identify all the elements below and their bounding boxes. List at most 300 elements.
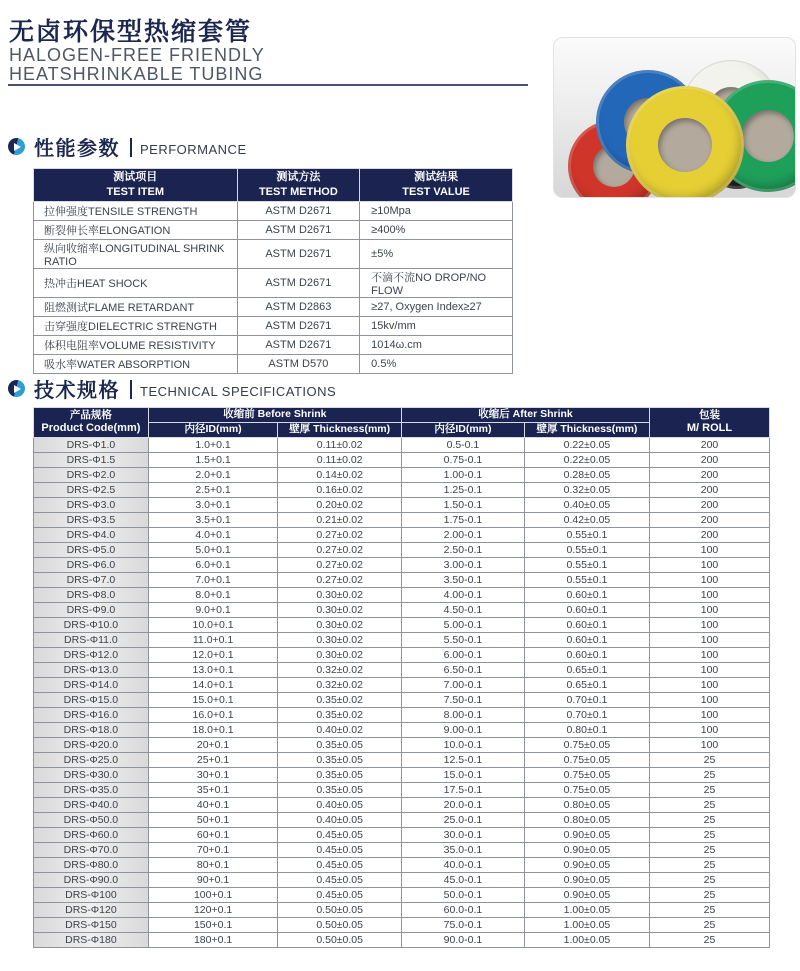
table-row <box>34 873 770 888</box>
arrow-circle-icon <box>8 138 25 155</box>
product-code-cell: DRS-Φ2.0 <box>34 468 149 483</box>
thickness-after-cell: 0.22±0.05 <box>524 453 649 468</box>
id-after-cell: 60.0-0.1 <box>401 903 524 918</box>
thickness-after-cell: 0.28±0.05 <box>524 468 649 483</box>
thickness-before-cell: 0.16±0.02 <box>278 483 402 498</box>
table-row <box>34 708 770 723</box>
id-after-cell: 10.0-0.1 <box>401 738 524 753</box>
id-before-cell: 10.0+0.1 <box>148 618 278 633</box>
product-code-cell: DRS-Φ30.0 <box>34 768 149 783</box>
thickness-after-cell: 0.60±0.1 <box>524 618 649 633</box>
thickness-after-cell: 0.55±0.1 <box>524 528 649 543</box>
page-subtitle-line1: HALOGEN-FREE FRIENDLY <box>9 45 265 65</box>
id-before-cell: 18.0+0.1 <box>148 723 278 738</box>
thickness-after-cell: 0.60±0.1 <box>524 603 649 618</box>
thickness-before-cell: 0.11±0.02 <box>278 438 402 453</box>
id-before-cell: 90+0.1 <box>148 873 278 888</box>
test-method-cell: ASTM D2671 <box>237 240 360 269</box>
id-after-cell: 3.00-0.1 <box>401 558 524 573</box>
test-item-cell: 阻燃测试FLAME RETARDANT <box>34 298 238 317</box>
thickness-before-cell: 0.27±0.02 <box>278 558 402 573</box>
table-row <box>34 498 770 513</box>
thickness-after-cell: 0.80±0.05 <box>524 813 649 828</box>
roll-cell: 100 <box>650 708 770 723</box>
table-row <box>34 678 770 693</box>
id-after-cell: 5.50-0.1 <box>401 633 524 648</box>
test-value-cell: ±5% <box>360 240 513 269</box>
thickness-before-cell: 0.32±0.02 <box>278 663 402 678</box>
roll-cell: 100 <box>650 678 770 693</box>
test-item-cell: 拉伸强度TENSILE STRENGTH <box>34 202 238 221</box>
thickness-after-cell: 0.75±0.05 <box>524 768 649 783</box>
thickness-after-cell: 0.90±0.05 <box>524 858 649 873</box>
test-item-cell: 热冲击HEAT SHOCK <box>34 269 238 298</box>
table-row <box>34 618 770 633</box>
thickness-before-cell: 0.30±0.02 <box>278 633 402 648</box>
id-after-cell: 30.0-0.1 <box>401 828 524 843</box>
product-code-cell: DRS-Φ100 <box>34 888 149 903</box>
id-before-cell: 2.5+0.1 <box>148 483 278 498</box>
roll-cell: 100 <box>650 633 770 648</box>
table-row <box>34 738 770 753</box>
id-after-cell: 9.00-0.1 <box>401 723 524 738</box>
roll-core <box>742 110 794 162</box>
thickness-after-cell: 1.00±0.05 <box>524 933 649 948</box>
spec-col-id-before: 内径ID(mm) <box>148 423 278 438</box>
id-after-cell: 2.50-0.1 <box>401 543 524 558</box>
roll-cell: 25 <box>650 918 770 933</box>
product-code-cell: DRS-Φ7.0 <box>34 573 149 588</box>
id-before-cell: 40+0.1 <box>148 798 278 813</box>
performance-table-head <box>34 169 513 202</box>
thickness-after-cell: 0.65±0.1 <box>524 678 649 693</box>
roll-cell: 100 <box>650 738 770 753</box>
roll-cell: 25 <box>650 858 770 873</box>
table-row <box>34 933 770 948</box>
id-after-cell: 20.0-0.1 <box>401 798 524 813</box>
thickness-before-cell: 0.35±0.05 <box>278 768 402 783</box>
thickness-before-cell: 0.27±0.02 <box>278 543 402 558</box>
performance-table <box>33 168 513 374</box>
roll-cell: 25 <box>650 888 770 903</box>
table-row <box>34 355 513 374</box>
id-before-cell: 9.0+0.1 <box>148 603 278 618</box>
roll-cell: 100 <box>650 543 770 558</box>
id-before-cell: 180+0.1 <box>148 933 278 948</box>
thickness-before-cell: 0.32±0.02 <box>278 678 402 693</box>
thickness-after-cell: 1.00±0.05 <box>524 918 649 933</box>
product-code-cell: DRS-Φ14.0 <box>34 678 149 693</box>
thickness-before-cell: 0.27±0.02 <box>278 528 402 543</box>
thickness-before-cell: 0.27±0.02 <box>278 573 402 588</box>
specs-section-header <box>8 374 336 403</box>
id-after-cell: 75.0-0.1 <box>401 918 524 933</box>
product-code-cell: DRS-Φ120 <box>34 903 149 918</box>
thickness-before-cell: 0.35±0.05 <box>278 738 402 753</box>
id-after-cell: 1.25-0.1 <box>401 483 524 498</box>
table-row <box>34 202 513 221</box>
thickness-before-cell: 0.45±0.05 <box>278 828 402 843</box>
roll-cell: 200 <box>650 528 770 543</box>
table-row <box>34 888 770 903</box>
roll-cell: 200 <box>650 483 770 498</box>
test-method-cell: ASTM D570 <box>237 355 360 374</box>
thickness-before-cell: 0.11±0.02 <box>278 453 402 468</box>
thickness-after-cell: 0.60±0.1 <box>524 633 649 648</box>
thickness-after-cell: 0.75±0.05 <box>524 753 649 768</box>
thickness-after-cell: 0.75±0.05 <box>524 738 649 753</box>
roll-cell: 200 <box>650 498 770 513</box>
thickness-before-cell: 0.40±0.05 <box>278 813 402 828</box>
thickness-before-cell: 0.30±0.02 <box>278 648 402 663</box>
table-row <box>34 317 513 336</box>
thickness-before-cell: 0.35±0.05 <box>278 753 402 768</box>
test-value-cell: ≥400% <box>360 221 513 240</box>
id-before-cell: 6.0+0.1 <box>148 558 278 573</box>
id-after-cell: 15.0-0.1 <box>401 768 524 783</box>
id-after-cell: 1.75-0.1 <box>401 513 524 528</box>
spec-group-after-shrink: 收缩后 After Shrink <box>401 408 649 423</box>
id-before-cell: 1.5+0.1 <box>148 453 278 468</box>
thickness-after-cell: 0.90±0.05 <box>524 828 649 843</box>
table-row <box>34 633 770 648</box>
test-method-cell: ASTM D2671 <box>237 202 360 221</box>
id-before-cell: 50+0.1 <box>148 813 278 828</box>
id-before-cell: 80+0.1 <box>148 858 278 873</box>
roll-cell: 100 <box>650 723 770 738</box>
thickness-before-cell: 0.20±0.02 <box>278 498 402 513</box>
table-row <box>34 483 770 498</box>
table-row <box>34 903 770 918</box>
id-after-cell: 6.00-0.1 <box>401 648 524 663</box>
thickness-before-cell: 0.50±0.05 <box>278 903 402 918</box>
thickness-before-cell: 0.35±0.02 <box>278 693 402 708</box>
id-before-cell: 70+0.1 <box>148 843 278 858</box>
thickness-before-cell: 0.40±0.02 <box>278 723 402 738</box>
thickness-before-cell: 0.45±0.05 <box>278 858 402 873</box>
test-item-cell: 断裂伸长率ELONGATION <box>34 221 238 240</box>
test-method-cell: ASTM D2863 <box>237 298 360 317</box>
thickness-after-cell: 0.22±0.05 <box>524 438 649 453</box>
table-row <box>34 723 770 738</box>
id-before-cell: 20+0.1 <box>148 738 278 753</box>
thickness-after-cell: 0.80±0.1 <box>524 723 649 738</box>
table-row <box>34 798 770 813</box>
roll-cell: 100 <box>650 648 770 663</box>
product-code-cell: DRS-Φ35.0 <box>34 783 149 798</box>
product-code-cell: DRS-Φ12.0 <box>34 648 149 663</box>
thickness-after-cell: 0.70±0.1 <box>524 708 649 723</box>
id-before-cell: 25+0.1 <box>148 753 278 768</box>
id-before-cell: 4.0+0.1 <box>148 528 278 543</box>
thickness-before-cell: 0.50±0.05 <box>278 918 402 933</box>
id-after-cell: 17.5-0.1 <box>401 783 524 798</box>
roll-cell: 25 <box>650 813 770 828</box>
roll-cell: 25 <box>650 933 770 948</box>
test-item-cell: 纵向收缩率LONGITUDINAL SHRINK RATIO <box>34 240 238 269</box>
test-item-cell: 击穿强度DIELECTRIC STRENGTH <box>34 317 238 336</box>
table-row <box>34 813 770 828</box>
title-divider <box>8 84 528 86</box>
id-before-cell: 13.0+0.1 <box>148 663 278 678</box>
performance-table-body <box>34 202 513 374</box>
perf-col-test-value: 测试结果 TEST VALUE <box>360 169 513 202</box>
thickness-before-cell: 0.45±0.05 <box>278 843 402 858</box>
spec-group-before-shrink: 收缩前 Before Shrink <box>148 408 401 423</box>
test-value-cell: ≥27, Oxygen Index≥27 <box>360 298 513 317</box>
thickness-after-cell: 1.00±0.05 <box>524 903 649 918</box>
table-row <box>34 783 770 798</box>
table-row <box>34 858 770 873</box>
product-code-cell: DRS-Φ5.0 <box>34 543 149 558</box>
id-after-cell: 35.0-0.1 <box>401 843 524 858</box>
product-code-cell: DRS-Φ50.0 <box>34 813 149 828</box>
specs-table-head <box>34 408 770 438</box>
table-row <box>34 588 770 603</box>
thickness-before-cell: 0.35±0.02 <box>278 708 402 723</box>
roll-cell: 200 <box>650 438 770 453</box>
product-code-cell: DRS-Φ25.0 <box>34 753 149 768</box>
table-row <box>34 558 770 573</box>
product-code-cell: DRS-Φ18.0 <box>34 723 149 738</box>
product-photo <box>553 37 796 198</box>
thickness-before-cell: 0.30±0.02 <box>278 618 402 633</box>
product-code-cell: DRS-Φ180 <box>34 933 149 948</box>
id-before-cell: 8.0+0.1 <box>148 588 278 603</box>
test-value-cell: 0.5% <box>360 355 513 374</box>
title-separator <box>130 380 132 399</box>
thickness-after-cell: 0.42±0.05 <box>524 513 649 528</box>
roll-cell: 100 <box>650 663 770 678</box>
id-after-cell: 6.50-0.1 <box>401 663 524 678</box>
id-after-cell: 90.0-0.1 <box>401 933 524 948</box>
thickness-after-cell: 0.55±0.1 <box>524 558 649 573</box>
product-code-cell: DRS-Φ8.0 <box>34 588 149 603</box>
thickness-before-cell: 0.45±0.05 <box>278 888 402 903</box>
id-after-cell: 8.00-0.1 <box>401 708 524 723</box>
thickness-after-cell: 0.90±0.05 <box>524 843 649 858</box>
id-before-cell: 2.0+0.1 <box>148 468 278 483</box>
product-code-cell: DRS-Φ40.0 <box>34 798 149 813</box>
thickness-after-cell: 0.65±0.1 <box>524 663 649 678</box>
table-row <box>34 603 770 618</box>
id-before-cell: 150+0.1 <box>148 918 278 933</box>
thickness-before-cell: 0.45±0.05 <box>278 873 402 888</box>
id-after-cell: 5.00-0.1 <box>401 618 524 633</box>
spec-col-product-code: 产品规格 Product Code(mm) <box>34 408 149 438</box>
thickness-after-cell: 0.60±0.1 <box>524 588 649 603</box>
product-code-cell: DRS-Φ80.0 <box>34 858 149 873</box>
id-before-cell: 120+0.1 <box>148 903 278 918</box>
thickness-before-cell: 0.35±0.05 <box>278 783 402 798</box>
product-code-cell: DRS-Φ150 <box>34 918 149 933</box>
table-row <box>34 828 770 843</box>
thickness-before-cell: 0.21±0.02 <box>278 513 402 528</box>
id-before-cell: 3.0+0.1 <box>148 498 278 513</box>
id-after-cell: 7.00-0.1 <box>401 678 524 693</box>
product-code-cell: DRS-Φ10.0 <box>34 618 149 633</box>
table-row <box>34 221 513 240</box>
test-value-cell: 不滴不流NO DROP/NO FLOW <box>360 269 513 298</box>
table-row <box>34 663 770 678</box>
id-after-cell: 12.5-0.1 <box>401 753 524 768</box>
table-row <box>34 648 770 663</box>
id-after-cell: 1.50-0.1 <box>401 498 524 513</box>
roll-cell: 25 <box>650 783 770 798</box>
product-code-cell: DRS-Φ3.0 <box>34 498 149 513</box>
table-row <box>34 240 513 269</box>
specs-title-en: TECHNICAL SPECIFICATIONS <box>140 383 337 399</box>
thickness-after-cell: 0.55±0.1 <box>524 543 649 558</box>
spec-col-id-after: 内径ID(mm) <box>401 423 524 438</box>
tubing-roll-yellow <box>626 86 744 198</box>
id-after-cell: 1.00-0.1 <box>401 468 524 483</box>
id-before-cell: 100+0.1 <box>148 888 278 903</box>
test-value-cell: 15kv/mm <box>360 317 513 336</box>
product-code-cell: DRS-Φ1.0 <box>34 438 149 453</box>
product-code-cell: DRS-Φ6.0 <box>34 558 149 573</box>
table-row <box>34 468 770 483</box>
performance-section-header <box>8 132 247 161</box>
product-code-cell: DRS-Φ60.0 <box>34 828 149 843</box>
table-row <box>34 843 770 858</box>
thickness-after-cell: 0.60±0.1 <box>524 648 649 663</box>
thickness-before-cell: 0.30±0.02 <box>278 588 402 603</box>
product-code-cell: DRS-Φ15.0 <box>34 693 149 708</box>
product-code-cell: DRS-Φ90.0 <box>34 873 149 888</box>
roll-cell: 25 <box>650 768 770 783</box>
roll-cell: 25 <box>650 753 770 768</box>
table-row <box>34 438 770 453</box>
roll-cell: 100 <box>650 693 770 708</box>
roll-cell: 200 <box>650 513 770 528</box>
thickness-after-cell: 0.75±0.05 <box>524 783 649 798</box>
roll-cell: 100 <box>650 603 770 618</box>
thickness-after-cell: 0.70±0.1 <box>524 693 649 708</box>
test-method-cell: ASTM D2671 <box>237 317 360 336</box>
product-code-cell: DRS-Φ9.0 <box>34 603 149 618</box>
performance-title-zh: 性能参数 <box>34 138 120 160</box>
test-value-cell: 1014ω.cm <box>360 336 513 355</box>
roll-cell: 25 <box>650 843 770 858</box>
thickness-before-cell: 0.50±0.05 <box>278 933 402 948</box>
id-before-cell: 3.5+0.1 <box>148 513 278 528</box>
id-before-cell: 16.0+0.1 <box>148 708 278 723</box>
table-row <box>34 768 770 783</box>
arrow-circle-icon <box>8 380 25 397</box>
table-row <box>34 336 513 355</box>
id-after-cell: 7.50-0.1 <box>401 693 524 708</box>
id-before-cell: 35+0.1 <box>148 783 278 798</box>
page-subtitle-line2: HEATSHRINKABLE TUBING <box>9 64 264 84</box>
perf-col-test-method: 测试方法 TEST METHOD <box>237 169 360 202</box>
specs-table-body <box>34 438 770 948</box>
id-after-cell: 25.0-0.1 <box>401 813 524 828</box>
table-row <box>34 693 770 708</box>
test-value-cell: ≥10Mpa <box>360 202 513 221</box>
id-before-cell: 5.0+0.1 <box>148 543 278 558</box>
product-code-cell: DRS-Φ16.0 <box>34 708 149 723</box>
id-after-cell: 4.50-0.1 <box>401 603 524 618</box>
roll-cell: 25 <box>650 903 770 918</box>
roll-cell: 100 <box>650 573 770 588</box>
id-after-cell: 45.0-0.1 <box>401 873 524 888</box>
test-method-cell: ASTM D2671 <box>237 269 360 298</box>
table-row <box>34 453 770 468</box>
id-after-cell: 50.0-0.1 <box>401 888 524 903</box>
table-row <box>34 918 770 933</box>
spec-col-thickness-after: 壁厚 Thickness(mm) <box>524 423 649 438</box>
table-row <box>34 573 770 588</box>
id-before-cell: 14.0+0.1 <box>148 678 278 693</box>
table-row <box>34 269 513 298</box>
spec-col-thickness-before: 壁厚 Thickness(mm) <box>278 423 402 438</box>
id-after-cell: 40.0-0.1 <box>401 858 524 873</box>
id-before-cell: 12.0+0.1 <box>148 648 278 663</box>
table-row <box>34 753 770 768</box>
roll-core <box>658 118 712 172</box>
id-after-cell: 0.75-0.1 <box>401 453 524 468</box>
test-item-cell: 吸水率WATER ABSORPTION <box>34 355 238 374</box>
thickness-after-cell: 0.90±0.05 <box>524 888 649 903</box>
table-row <box>34 298 513 317</box>
id-before-cell: 60+0.1 <box>148 828 278 843</box>
test-item-cell: 体积电阻率VOLUME RESISTIVITY <box>34 336 238 355</box>
thickness-after-cell: 0.80±0.05 <box>524 798 649 813</box>
roll-cell: 25 <box>650 873 770 888</box>
roll-cell: 25 <box>650 828 770 843</box>
roll-cell: 100 <box>650 588 770 603</box>
page-title: 无卤环保型热缩套管 <box>9 18 253 46</box>
table-row <box>34 513 770 528</box>
id-before-cell: 30+0.1 <box>148 768 278 783</box>
product-code-cell: DRS-Φ70.0 <box>34 843 149 858</box>
thickness-after-cell: 0.40±0.05 <box>524 498 649 513</box>
id-before-cell: 15.0+0.1 <box>148 693 278 708</box>
test-method-cell: ASTM D2671 <box>237 336 360 355</box>
test-method-cell: ASTM D2671 <box>237 221 360 240</box>
product-code-cell: DRS-Φ11.0 <box>34 633 149 648</box>
thickness-after-cell: 0.55±0.1 <box>524 573 649 588</box>
thickness-before-cell: 0.30±0.02 <box>278 603 402 618</box>
roll-cell: 25 <box>650 798 770 813</box>
product-code-cell: DRS-Φ3.5 <box>34 513 149 528</box>
roll-cell: 200 <box>650 468 770 483</box>
roll-cell: 100 <box>650 618 770 633</box>
id-after-cell: 4.00-0.1 <box>401 588 524 603</box>
specs-table <box>33 407 770 948</box>
roll-cell: 200 <box>650 453 770 468</box>
product-code-cell: DRS-Φ1.5 <box>34 453 149 468</box>
roll-cell: 100 <box>650 558 770 573</box>
product-code-cell: DRS-Φ4.0 <box>34 528 149 543</box>
spec-col-roll: 包装 M/ ROLL <box>650 408 770 438</box>
table-row <box>34 543 770 558</box>
product-code-cell: DRS-Φ13.0 <box>34 663 149 678</box>
product-code-cell: DRS-Φ2.5 <box>34 483 149 498</box>
thickness-before-cell: 0.14±0.02 <box>278 468 402 483</box>
id-before-cell: 7.0+0.1 <box>148 573 278 588</box>
perf-col-test-item: 测试项目 TEST ITEM <box>34 169 238 202</box>
id-before-cell: 1.0+0.1 <box>148 438 278 453</box>
id-before-cell: 11.0+0.1 <box>148 633 278 648</box>
thickness-before-cell: 0.40±0.05 <box>278 798 402 813</box>
id-after-cell: 0.5-0.1 <box>401 438 524 453</box>
page-subtitle <box>9 46 265 84</box>
performance-title-en: PERFORMANCE <box>140 141 247 157</box>
title-separator <box>130 138 132 157</box>
table-row <box>34 528 770 543</box>
